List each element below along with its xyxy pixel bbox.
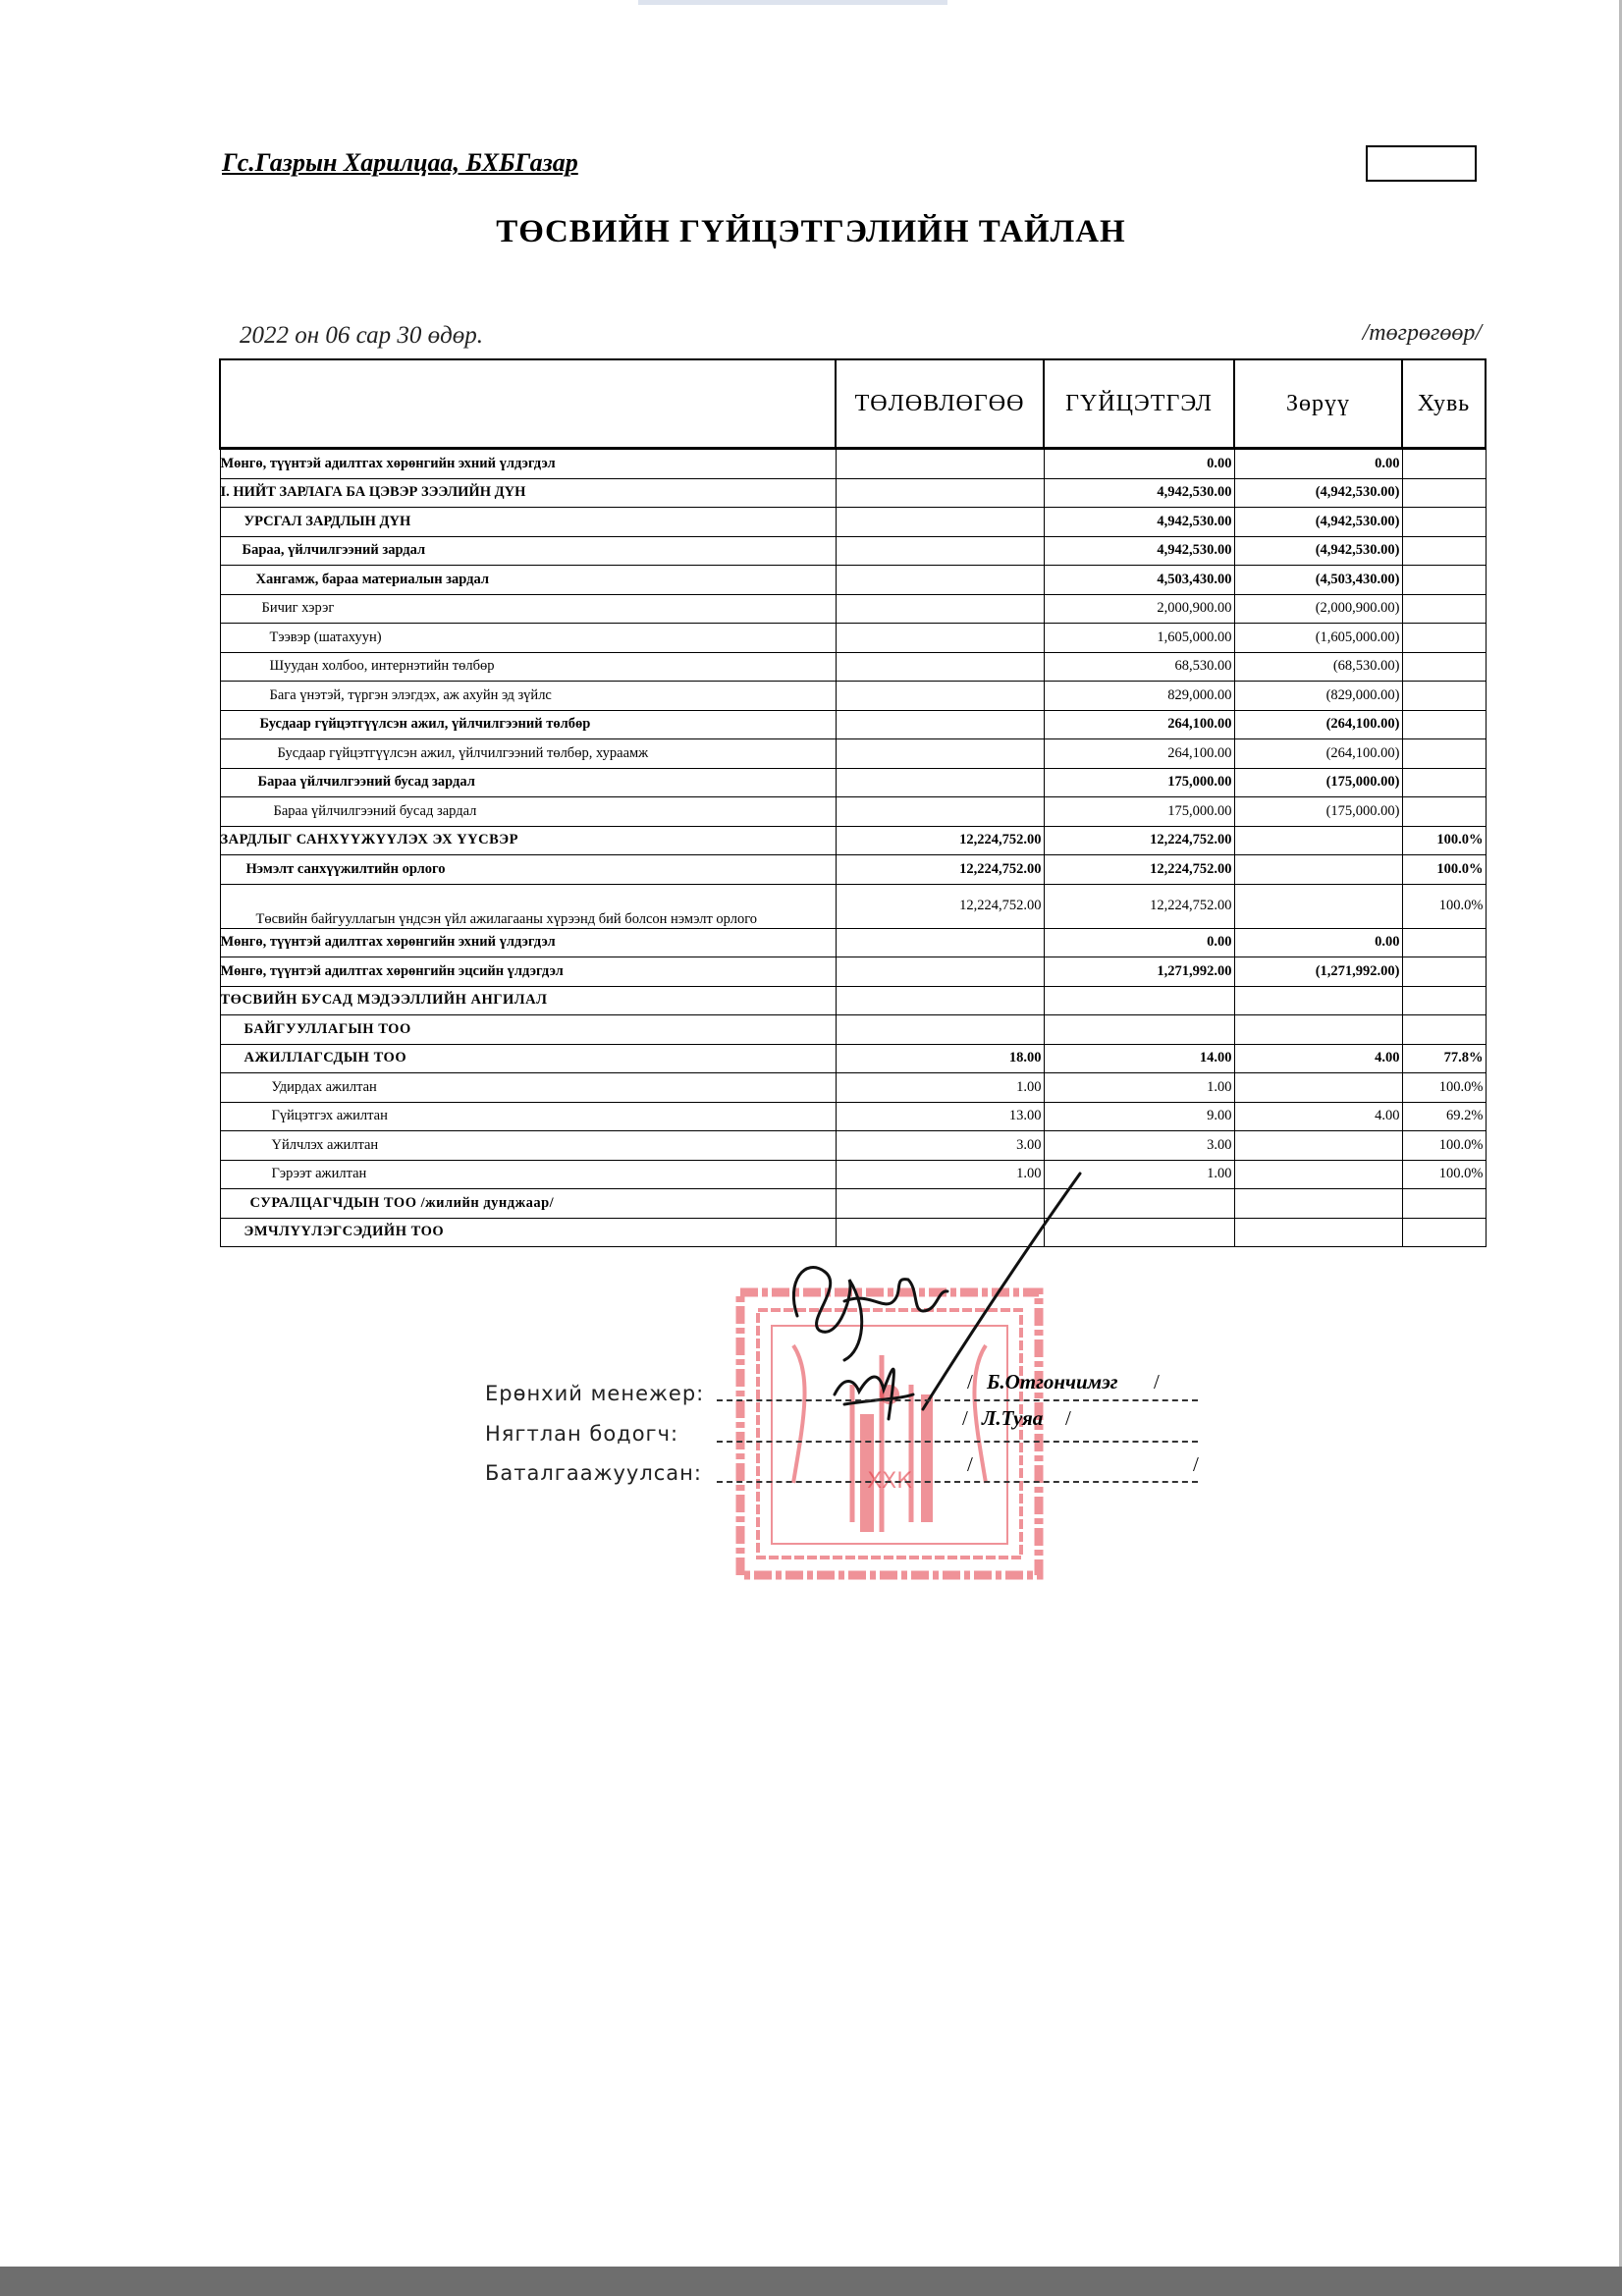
cell-actual: 0.00 [1044,928,1234,957]
cell-diff: (1,271,992.00) [1234,957,1402,987]
cell-diff [1234,826,1402,855]
cell-pct [1402,449,1486,479]
row-label: Шуудан холбоо, интернэтийн төлбөр [220,652,836,682]
cell-actual: 3.00 [1044,1131,1234,1161]
cell-pct [1402,1218,1486,1247]
table-header [220,359,1486,449]
cell-actual: 2,000,900.00 [1044,594,1234,624]
cell-diff [1234,1073,1402,1103]
cell-diff: (68,530.00) [1234,652,1402,682]
cell-diff: (175,000.00) [1234,797,1402,827]
table-body [220,449,1486,1247]
cell-plan [836,797,1044,827]
cell-pct [1402,739,1486,769]
cell-diff: (1,605,000.00) [1234,624,1402,653]
cell-actual: 4,942,530.00 [1044,536,1234,566]
verified-signature-line [717,1481,1198,1483]
row-label: Мөнгө, түүнтэй адилтгах хөрөнгийн эхний үлдэгдэл [220,928,836,957]
cell-actual: 4,503,430.00 [1044,566,1234,595]
cell-plan [836,928,1044,957]
signature-scribble [776,1164,1109,1458]
table-row [220,884,1486,928]
accountant-label: Нягтлан бодогч: [485,1422,679,1446]
table-row [220,478,1486,508]
header-cell-pct: Хувь [1402,359,1486,449]
cell-pct [1402,710,1486,739]
row-label: Төсвийн байгууллагын үндсэн үйл ажилагааны хүрээнд бий болсон нэмэлт орлого [220,884,836,928]
table-row [220,739,1486,769]
header-cell-label [220,359,836,449]
cell-pct: 100.0% [1402,855,1486,885]
cell-pct [1402,594,1486,624]
report-date: 2022 он 06 сар 30 өдөр. [240,322,483,349]
row-label: Бараа үйлчилгээний бусад зардал [220,797,836,827]
currency-unit: /төгрөгөөр/ [1362,320,1482,346]
cell-actual: 1,271,992.00 [1044,957,1234,987]
cell-actual: 9.00 [1044,1102,1234,1131]
table-row [220,797,1486,827]
table-row [220,682,1486,711]
table-row [220,1073,1486,1103]
cell-plan [836,536,1044,566]
cell-plan [836,478,1044,508]
cell-pct: 100.0% [1402,884,1486,928]
header-cell-actual: ГҮЙЦЭТГЭЛ [1044,359,1234,449]
cell-plan [836,739,1044,769]
table-row [220,957,1486,987]
cell-diff: (264,100.00) [1234,739,1402,769]
cell-pct [1402,1015,1486,1045]
row-label: Бусдаар гүйцэтгүүлсэн ажил, үйлчилгээний төлбөр [220,710,836,739]
accountant-name: Л.Туяа [982,1406,1044,1430]
cell-diff: 4.00 [1234,1044,1402,1073]
cell-actual: 14.00 [1044,1044,1234,1073]
general-manager-label: Ерөнхий менежер: [485,1382,705,1405]
cell-diff: (4,942,530.00) [1234,478,1402,508]
verified-label: Баталгаажуулсан: [485,1461,702,1485]
row-label: Хангамж, бараа материалын зардал [220,566,836,595]
cell-plan [836,449,1044,479]
cell-plan [836,986,1044,1015]
row-label: Бусдаар гүйцэтгүүлсэн ажил, үйлчилгээний төлбөр, хураамж [220,739,836,769]
row-label: Бичиг хэрэг [220,594,836,624]
cell-plan: 18.00 [836,1044,1044,1073]
cell-diff: 0.00 [1234,449,1402,479]
cell-pct [1402,986,1486,1015]
cell-pct [1402,682,1486,711]
cell-pct [1402,652,1486,682]
cell-pct: 100.0% [1402,826,1486,855]
row-label: Бараа үйлчилгээний бусад зардал [220,768,836,797]
row-label: Тээвэр (шатахуун) [220,624,836,653]
table-row [220,1044,1486,1073]
form-code-box [1366,145,1477,182]
cell-actual: 12,224,752.00 [1044,855,1234,885]
cell-pct [1402,536,1486,566]
cell-actual: 12,224,752.00 [1044,884,1234,928]
page-title: ТӨСВИЙН ГҮЙЦЭТГЭЛИЙН ТАЙЛАН [496,214,1126,249]
cell-diff: (175,000.00) [1234,768,1402,797]
cell-plan [836,652,1044,682]
cell-actual: 4,942,530.00 [1044,478,1234,508]
scan-mark [638,0,947,5]
slash-open: / [967,1452,973,1476]
organization-name: Гс.Газрын Харилцаа, БХБГазар [222,148,578,177]
table-row [220,1131,1486,1161]
cell-diff: (2,000,900.00) [1234,594,1402,624]
table-row [220,536,1486,566]
table-row [220,928,1486,957]
cell-diff: 4.00 [1234,1102,1402,1131]
cell-diff [1234,986,1402,1015]
accountant-signature-line [717,1441,1198,1443]
general-manager-name: Б.Отгончимэг [987,1370,1118,1394]
cell-diff: (4,942,530.00) [1234,508,1402,537]
cell-actual: 68,530.00 [1044,652,1234,682]
cell-diff [1234,1160,1402,1189]
cell-pct [1402,508,1486,537]
cell-actual: 0.00 [1044,449,1234,479]
row-label: Гүйцэтгэх ажилтан [220,1102,836,1131]
cell-diff: (264,100.00) [1234,710,1402,739]
row-label: БАЙГУУЛЛАГЫН ТОО [220,1015,836,1045]
cell-actual: 264,100.00 [1044,739,1234,769]
cell-actual: 264,100.00 [1044,710,1234,739]
cell-pct [1402,624,1486,653]
cell-pct: 100.0% [1402,1073,1486,1103]
cell-diff [1234,1189,1402,1219]
row-label: УРСГАЛ ЗАРДЛЫН ДҮН [220,508,836,537]
cell-diff [1234,1218,1402,1247]
cell-plan [836,1015,1044,1045]
row-label: Бага үнэтэй, түргэн элэгдэх, аж ахуйн эд зүйлс [220,682,836,711]
cell-pct: 100.0% [1402,1131,1486,1161]
header-cell-diff: Зөрүү [1234,359,1402,449]
row-label: Гэрээт ажилтан [220,1160,836,1189]
cell-plan: 1.00 [836,1160,1044,1189]
cell-actual: 829,000.00 [1044,682,1234,711]
cell-diff [1234,855,1402,885]
cell-actual: 12,224,752.00 [1044,826,1234,855]
slash-open: / [967,1370,973,1394]
cell-plan: 12,224,752.00 [836,884,1044,928]
row-label: АЖИЛЛАГСДЫН ТОО [220,1044,836,1073]
row-label: СУРАЛЦАГЧДЫН ТОО /жилийн дунджаар/ [220,1189,836,1219]
stamp-text: ХХК [867,1469,912,1494]
row-label: Бараа, үйлчилгээний зардал [220,536,836,566]
row-label: Мөнгө, түүнтэй адилтгах хөрөнгийн эхний үлдэгдэл [220,449,836,479]
cell-pct [1402,566,1486,595]
row-label: Үйлчлэх ажилтан [220,1131,836,1161]
cell-plan [836,566,1044,595]
cell-plan [836,768,1044,797]
cell-plan: 1.00 [836,1073,1044,1103]
cell-diff [1234,1131,1402,1161]
table-row [220,652,1486,682]
cell-pct [1402,957,1486,987]
cell-actual: 1.00 [1044,1073,1234,1103]
cell-pct [1402,797,1486,827]
cell-actual: 1.00 [1044,1160,1234,1189]
table-row [220,710,1486,739]
table-row [220,624,1486,653]
cell-pct [1402,928,1486,957]
slash-open: / [962,1406,968,1430]
row-label: I. НИЙТ ЗАРЛАГА БА ЦЭВЭР ЗЭЭЛИЙН ДҮН [220,478,836,508]
scan-bottom-band [0,2267,1622,2296]
row-label: ТӨСВИЙН БУСАД МЭДЭЭЛЛИЙН АНГИЛАЛ [220,986,836,1015]
row-label: ЭМЧЛҮҮЛЭГСЭДИЙН ТОО [220,1218,836,1247]
slash-close: / [1154,1370,1160,1394]
cell-diff: (4,503,430.00) [1234,566,1402,595]
table-row [220,594,1486,624]
cell-plan [836,957,1044,987]
cell-pct [1402,478,1486,508]
cell-actual: 4,942,530.00 [1044,508,1234,537]
cell-actual: 175,000.00 [1044,768,1234,797]
cell-plan: 12,224,752.00 [836,855,1044,885]
cell-plan: 3.00 [836,1131,1044,1161]
row-label: Удирдах ажилтан [220,1073,836,1103]
table-row [220,826,1486,855]
cell-plan [836,508,1044,537]
table-row [220,508,1486,537]
cell-actual: 1,605,000.00 [1044,624,1234,653]
cell-plan [836,710,1044,739]
header-cell-plan: ТӨЛӨВЛӨГӨӨ [836,359,1044,449]
cell-plan: 12,224,752.00 [836,826,1044,855]
cell-pct: 100.0% [1402,1160,1486,1189]
row-label: Нэмэлт санхүүжилтийн орлого [220,855,836,885]
cell-pct: 69.2% [1402,1102,1486,1131]
table-row [220,768,1486,797]
cell-pct: 77.8% [1402,1044,1486,1073]
cell-diff [1234,1015,1402,1045]
cell-actual [1044,986,1234,1015]
cell-plan [836,594,1044,624]
table-row [220,566,1486,595]
cell-plan: 13.00 [836,1102,1044,1131]
table-row [220,1015,1486,1045]
table-row [220,449,1486,479]
cell-actual: 175,000.00 [1044,797,1234,827]
report-table [219,358,1487,1247]
cell-diff: (829,000.00) [1234,682,1402,711]
row-label: ЗАРДЛЫГ САНХҮҮЖҮҮЛЭХ ЭХ ҮҮСВЭР [220,826,836,855]
cell-diff [1234,884,1402,928]
cell-plan [836,624,1044,653]
cell-pct [1402,1189,1486,1219]
table-row [220,986,1486,1015]
row-label: Мөнгө, түүнтэй адилтгах хөрөнгийн эцсийн үлдэгдэл [220,957,836,987]
general-manager-signature-line [717,1399,1198,1401]
table-row [220,855,1486,885]
cell-diff: 0.00 [1234,928,1402,957]
cell-pct [1402,768,1486,797]
slash-close: / [1193,1452,1199,1476]
cell-diff: (4,942,530.00) [1234,536,1402,566]
cell-plan [836,682,1044,711]
table-row [220,1102,1486,1131]
cell-actual [1044,1015,1234,1045]
slash-close: / [1065,1406,1071,1430]
